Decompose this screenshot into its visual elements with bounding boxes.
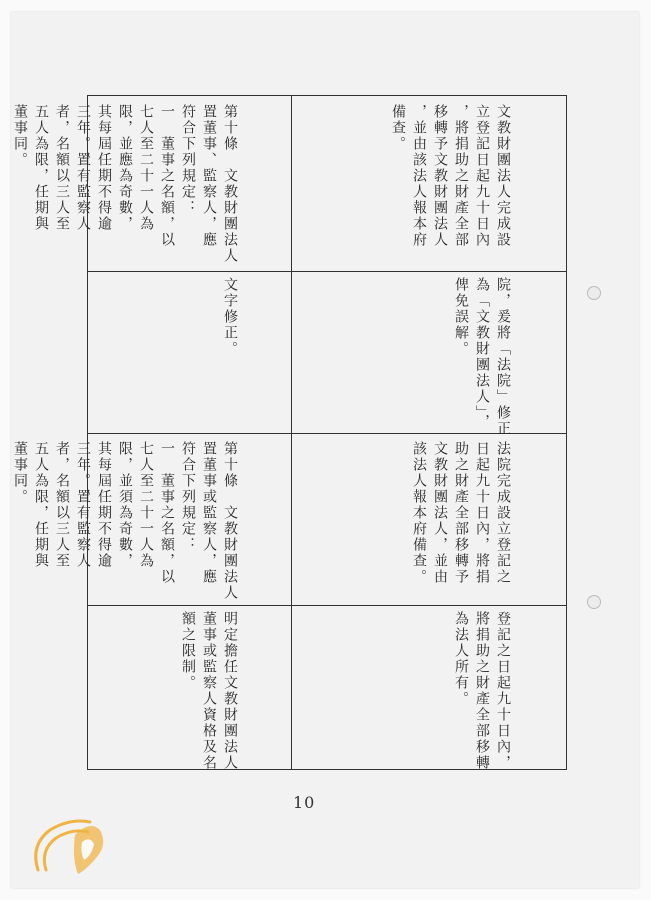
binder-hole-bottom [587,595,601,609]
row1-left-reason: 文字修正。 [222,277,238,357]
table-inner-divider-bottom [88,605,566,606]
table-inner-divider-top [88,271,566,272]
row2-left-reason: 明定擔任文教財團法人 董事或監察人資格及名 額之限制。 [180,611,238,771]
row1-left-text: 第十條 文教財團法人 置董事、監察人，應 符合下列規定： 一 董事之名額，以 七人至二十一人為 限，並應為奇數， 其每屆任期不得逾 三年。置有監察人 者，名額以三人至 五人為限，任期與 董事同。 [12,104,238,264]
row1-right-reason: 院，爰將「法院」修正 為「文教財團法人」， 俾免誤解。 [453,277,511,437]
page-number: 10 [293,793,316,812]
row2-right-reason: 登記之日起九十日內， 將捐助之財產全部移轉 為法人所有。 [453,611,511,771]
binder-hole-top [587,286,601,300]
comparison-table [12,95,567,771]
row2-left-text: 第十條 文教財團法人 置董事或監察人，應 符合下列規定： 一 董事之名額，以 七人至二十一人為 限，並須為奇數， 其每屆任期不得逾 三年。置有監察人 者，名額以三人至 五人為限，任期與 董事同。 [12,441,238,601]
taiwan-logo-icon [20,800,120,880]
row1-right-text: 文教財團法人完成設 立登記日起九十日內 ，將捐助之財產全部 移轉予文教財團法人 ，並由該法人報本府 備查。 [390,104,511,248]
row2-right-text: 法院完成設立登記之 日起九十日內，將捐 助之財產全部移轉予 文教財團法人，並由 該法人報本府備查。 [411,441,511,585]
